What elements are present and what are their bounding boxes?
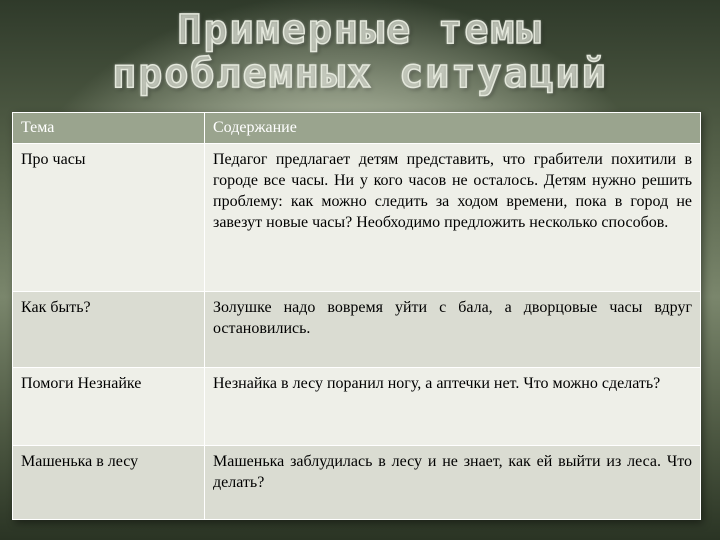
table-row bbox=[13, 368, 701, 446]
row-topic: Как быть? bbox=[13, 292, 205, 368]
table-row bbox=[13, 144, 701, 292]
topics-table-container bbox=[12, 112, 700, 520]
row-content: Педагог предлагает детям представить, что грабители похитили в городе все часы. Ни у кого часов не осталось. Детям нужно решить проблему: как можно следить за ходом времени, пока в город не завезут новые часы? Необходимо предложить несколько способов. bbox=[205, 144, 701, 292]
slide-title-line-1: Примерные темы bbox=[177, 7, 543, 53]
header-topic: Тема bbox=[13, 113, 205, 144]
row-content: Незнайка в лесу поранил ногу, а аптечки нет. Что можно сделать? bbox=[205, 368, 701, 446]
row-content: Машенька заблудилась в лесу и не знает, как ей выйти из леса. Что делать? bbox=[205, 446, 701, 520]
table-header-row bbox=[13, 113, 701, 144]
header-content: Содержание bbox=[205, 113, 701, 144]
row-topic: Машенька в лесу bbox=[13, 446, 205, 520]
slide-title bbox=[0, 8, 720, 96]
row-topic: Про часы bbox=[13, 144, 205, 292]
topics-table bbox=[12, 112, 701, 520]
slide-title-line-2: проблемных ситуаций bbox=[112, 51, 608, 97]
row-topic: Помоги Незнайке bbox=[13, 368, 205, 446]
table-row bbox=[13, 292, 701, 368]
table-row bbox=[13, 446, 701, 520]
row-content: Золушке надо вовремя уйти с бала, а дворцовые часы вдруг остановились. bbox=[205, 292, 701, 368]
